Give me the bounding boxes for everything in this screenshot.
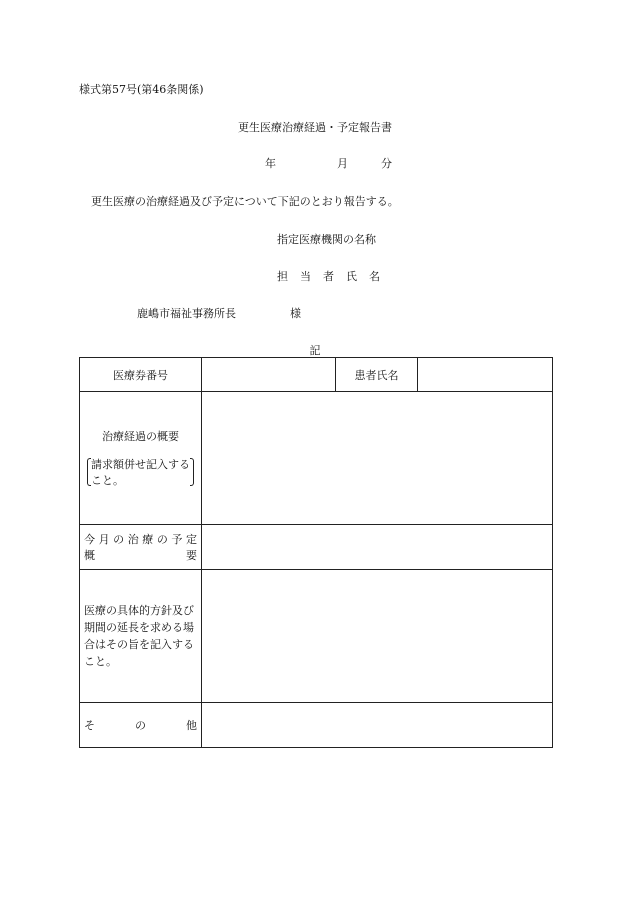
form-number: 様式第57号(第46条関係) bbox=[79, 83, 204, 96]
person-char: 氏 bbox=[346, 270, 357, 283]
person-char: 者 bbox=[323, 270, 334, 283]
person-char: 名 bbox=[369, 270, 380, 283]
patient-name-label: 患者氏名 bbox=[336, 358, 418, 392]
treatment-policy-label: 医療の具体的方針及び期間の延長を求める場合はその旨を記入すること。 bbox=[80, 570, 202, 703]
label-char: 定 bbox=[185, 533, 197, 546]
report-table bbox=[79, 357, 553, 748]
document-title: 更生医療治療経過・予定報告書 bbox=[238, 121, 392, 134]
other-label bbox=[80, 703, 202, 748]
label-char: の bbox=[156, 533, 168, 546]
label-char: 今 bbox=[84, 533, 95, 546]
table-row bbox=[80, 570, 553, 703]
treatment-summary-input[interactable] bbox=[202, 392, 553, 525]
label-char: 月 bbox=[98, 533, 110, 546]
date-month-label: 月 bbox=[337, 157, 348, 170]
monthly-plan-label bbox=[80, 525, 202, 570]
label-char: 治 bbox=[127, 533, 139, 546]
label-char: の bbox=[135, 719, 146, 732]
date-part-label: 分 bbox=[381, 157, 392, 170]
addressee-name: 鹿嶋市福祉事務所長 bbox=[137, 307, 236, 320]
treatment-policy-input[interactable] bbox=[202, 570, 553, 703]
other-label-line bbox=[84, 717, 197, 733]
label-char: 他 bbox=[186, 719, 197, 732]
medical-ticket-input[interactable] bbox=[202, 358, 336, 392]
table-row bbox=[80, 703, 553, 748]
label-char: そ bbox=[84, 719, 95, 732]
table-row bbox=[80, 358, 553, 392]
person-char: 当 bbox=[300, 270, 311, 283]
label-char: 要 bbox=[186, 549, 197, 562]
treatment-summary-note-line: こと。 bbox=[91, 474, 124, 487]
monthly-plan-label-line bbox=[84, 531, 197, 547]
institution-name-label: 指定医療機関の名称 bbox=[277, 233, 376, 246]
date-year-label: 年 bbox=[265, 157, 276, 170]
treatment-summary-note-line: 請求額併せ記入する bbox=[91, 458, 190, 471]
addressee-honorific: 様 bbox=[290, 307, 301, 320]
intro-text: 更生医療の治療経過及び予定について下記のとおり報告する。 bbox=[91, 195, 399, 208]
treatment-summary-label bbox=[80, 392, 202, 525]
label-char: の bbox=[113, 533, 125, 546]
label-char: 療 bbox=[142, 533, 154, 546]
label-char: 概 bbox=[84, 549, 95, 562]
person-char: 担 bbox=[277, 270, 288, 283]
date-line bbox=[265, 155, 392, 171]
medical-ticket-label: 医療券番号 bbox=[80, 358, 202, 392]
table-row bbox=[80, 525, 553, 570]
other-input[interactable] bbox=[202, 703, 553, 748]
label-char: 予 bbox=[171, 533, 183, 546]
treatment-summary-note bbox=[87, 456, 194, 488]
treatment-summary-title: 治療経過の概要 bbox=[102, 430, 179, 443]
ki-heading: 記 bbox=[309, 344, 321, 357]
monthly-plan-input[interactable] bbox=[202, 525, 553, 570]
monthly-plan-label-line bbox=[84, 547, 197, 563]
person-in-charge-label bbox=[277, 268, 392, 284]
patient-name-input[interactable] bbox=[418, 358, 553, 392]
table-row bbox=[80, 392, 553, 525]
